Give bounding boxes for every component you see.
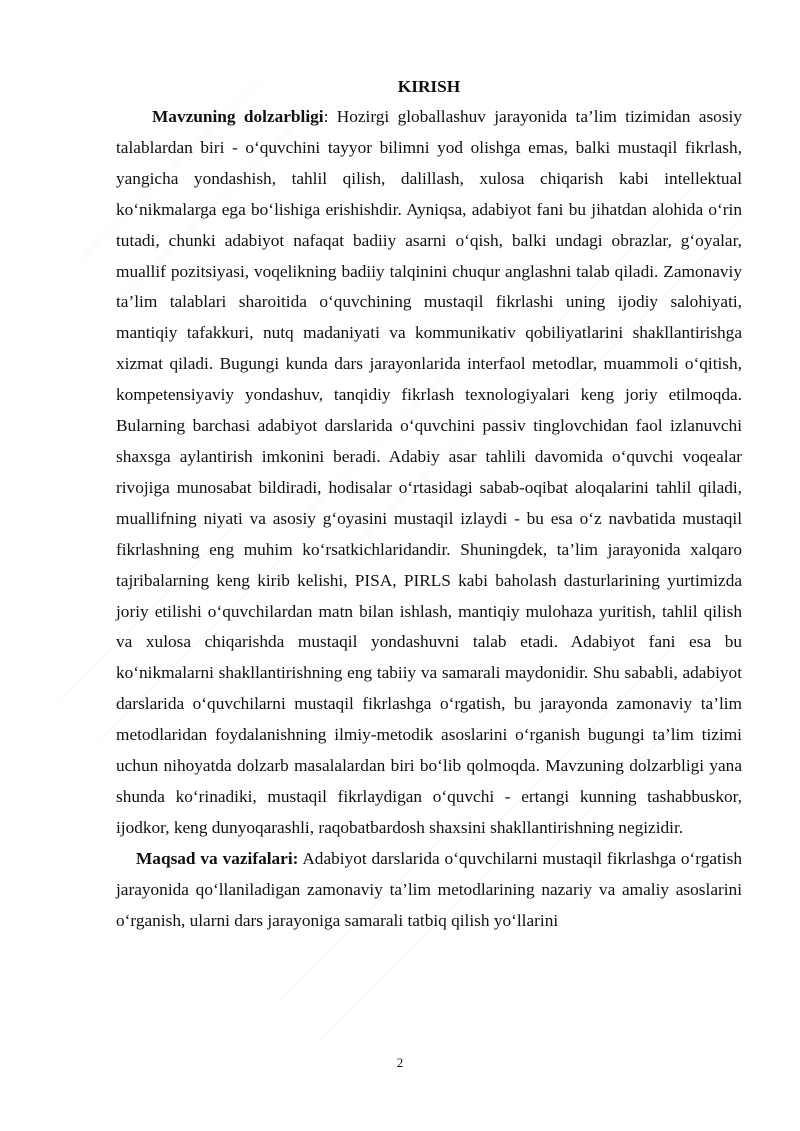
paragraph-text-goals: Adabiyot darslarida o‘quvchilarni mustaqil fikrlashga o‘rgatish jarayonida qo‘llaniladigan zamonaviy ta’lim metodlarining nazariy va amaliy asoslarini o‘rganish, ularni dars jarayoniga samarali tatbiq qilish yo‘llarini xyxy=(116,848,743,930)
paragraph-goals xyxy=(116,844,742,937)
page-number: 2 xyxy=(396,1055,404,1070)
paragraph-lead-goals: Maqsad va vazifalari: xyxy=(136,848,299,868)
paragraph-relevance xyxy=(116,102,742,844)
paragraph-text-relevance: : Hozirgi globallashuv jarayonida ta’lim tizimidan asosiy talablardan biri - o‘quvchini tayyor bilimni yod olishga emas, balki mustaqil fikrlash, yangicha yondashish, tahlil qilish, dalillash, xulosa chiqarish kabi intellektual ko‘nikmalarga ega bo‘lishiga erishishdir. Ayniqsa, adabiyot fani bu jihatdan alohida o‘rin tutadi, chunki adabiyot nafaqat badiiy asarni o‘qish, balki undagi obrazlar, g‘oyalar, muallif pozitsiyasi, voqelikning badiiy talqinini chuqur anglashni talab qiladi. Zamonaviy ta’lim talablari sharoitida o‘quvchining mustaqil fikrlashi uning ijodiy salohiyati, mantiqiy tafakkuri, nutq madaniyati va kommunikativ qobiliyatlarini shakllantirishga xizmat qiladi. Bugungi kunda dars jarayonlarida interfaol metodlar, muammoli o‘qitish, kompetensiyaviy yondashuv, tanqidiy fikrlash texnologiyalari keng joriy etilmoqda. Bularning barchasi adabiyot darslarida o‘quvchini passiv tinglovchidan faol izlanuvchi shaxsga aylantirish imkonini beradi. Adabiy asar tahlili davomida o‘quvchi voqealar rivojiga munosabat bildiradi, hodisalar o‘rtasidagi sabab-oqibat aloqalarini tahlil qiladi, muallifning niyati va asosiy g‘oyasini mustaqil izlaydi - bu esa o‘z navbatida mustaqil fikrlashning eng muhim ko‘rsatkichlaridandir. Shuningdek, ta’lim jarayonida xalqaro tajribalarning keng kirib kelishi, PISA, PIRLS kabi baholash dasturlarining yurtimizda joriy etilishi o‘quvchilardan matn bilan ishlash, mantiqiy mulohaza yuritish, tahlil qilish va xulosa chiqarishda mustaqil yondashuvni talab etadi. Adabiyot fani esa bu ko‘nikmalarni shakllantirishning eng tabiiy va samarali maydonidir. Shu sababli, adabiyot darslarida o‘quvchilarni mustaqil fikrlashga o‘rgatish, bu jarayonda zamonaviy ta’lim metodlaridan foydalanishning ilmiy-metodik asoslarini o‘rganish bugungi ta’lim tizimi uchun nihoyatda dolzarb masalalardan biri bo‘lib qolmoqda. Mavzuning dolzarbligi yana shunda ko‘rinadiki, mustaqil fikrlaydigan o‘quvchi - ertangi kunning tashabbuskor, ijodkor, keng dunyoqarashli, raqobatbardosh shaxsini shakllantirishning negizidir. xyxy=(116,107,742,837)
document-body xyxy=(116,72,742,936)
section-title: KIRISH xyxy=(397,77,461,96)
paragraph-lead-relevance: Mavzuning dolzarbligi xyxy=(152,107,324,126)
